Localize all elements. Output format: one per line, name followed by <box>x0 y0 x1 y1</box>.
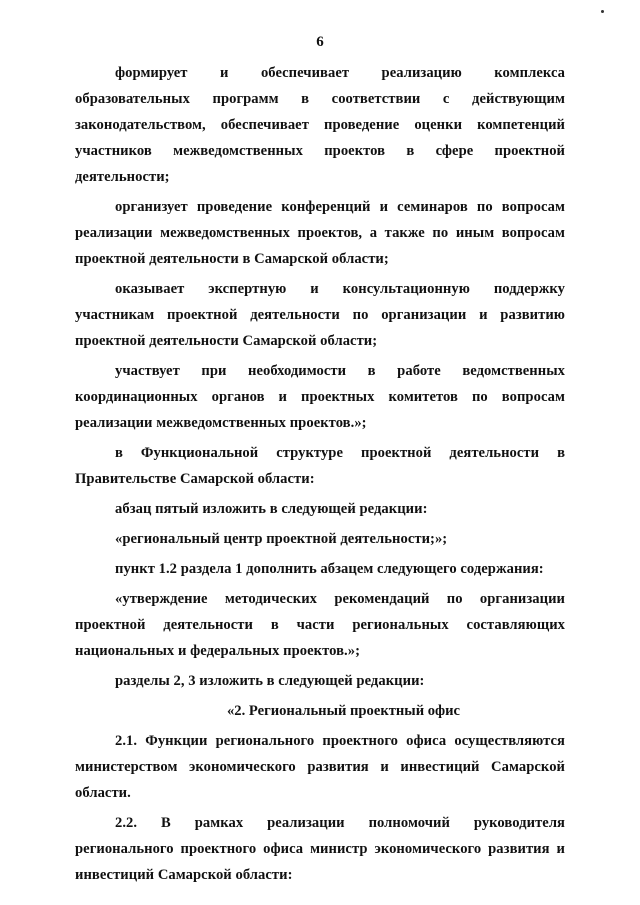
section-paragraph-1: 2.1. Функции регионального проектного офиса осуществляются министерством экономического развития и инвестиций Самарской области. <box>75 733 565 801</box>
scan-speck <box>601 10 604 13</box>
paragraph-6: абзац пятый изложить в следующей редакции: <box>115 501 428 517</box>
page-number: 6 <box>316 34 324 50</box>
paragraph-8: пункт 1.2 раздела 1 дополнить абзацем следующего содержания: <box>115 561 544 577</box>
paragraph-3: оказывает экспертную и консультационную поддержку участникам проектной деятельности по организации и развитию проектной деятельности Самарской области; <box>75 281 565 349</box>
section-heading: «2. Региональный проектный офис <box>227 703 461 719</box>
paragraph-1: формирует и обеспечивает реализацию комплекса образовательных программ в соответствии с действующим законодательством, обеспечивает проведение оценки компетенций участников межведомственных проектов в сфере проектной деятельности; <box>75 65 565 185</box>
paragraph-7: «региональный центр проектной деятельности;»; <box>115 531 448 547</box>
paragraph-9: «утверждение методических рекомендаций по организации проектной деятельности в части региональных составляющих национальных и федеральных проектов.»; <box>75 591 565 659</box>
paragraph-10: разделы 2, 3 изложить в следующей редакции: <box>115 673 425 689</box>
paragraph-4: участвует при необходимости в работе ведомственных координационных органов и проектных комитетов по вопросам реализации межведомственных проектов.»; <box>75 363 565 431</box>
paragraph-2: организует проведение конференций и семинаров по вопросам реализации межведомственных проектов, а также по иным вопросам проектной деятельности в Самарской области; <box>75 199 565 267</box>
document-body <box>75 60 565 888</box>
section-paragraph-2: 2.2. В рамках реализации полномочий руководителя регионального проектного офиса министр экономического развития и инвестиций Самарской области: <box>75 815 565 883</box>
paragraph-5: в Функциональной структуре проектной деятельности в Правительстве Самарской области: <box>75 445 565 487</box>
